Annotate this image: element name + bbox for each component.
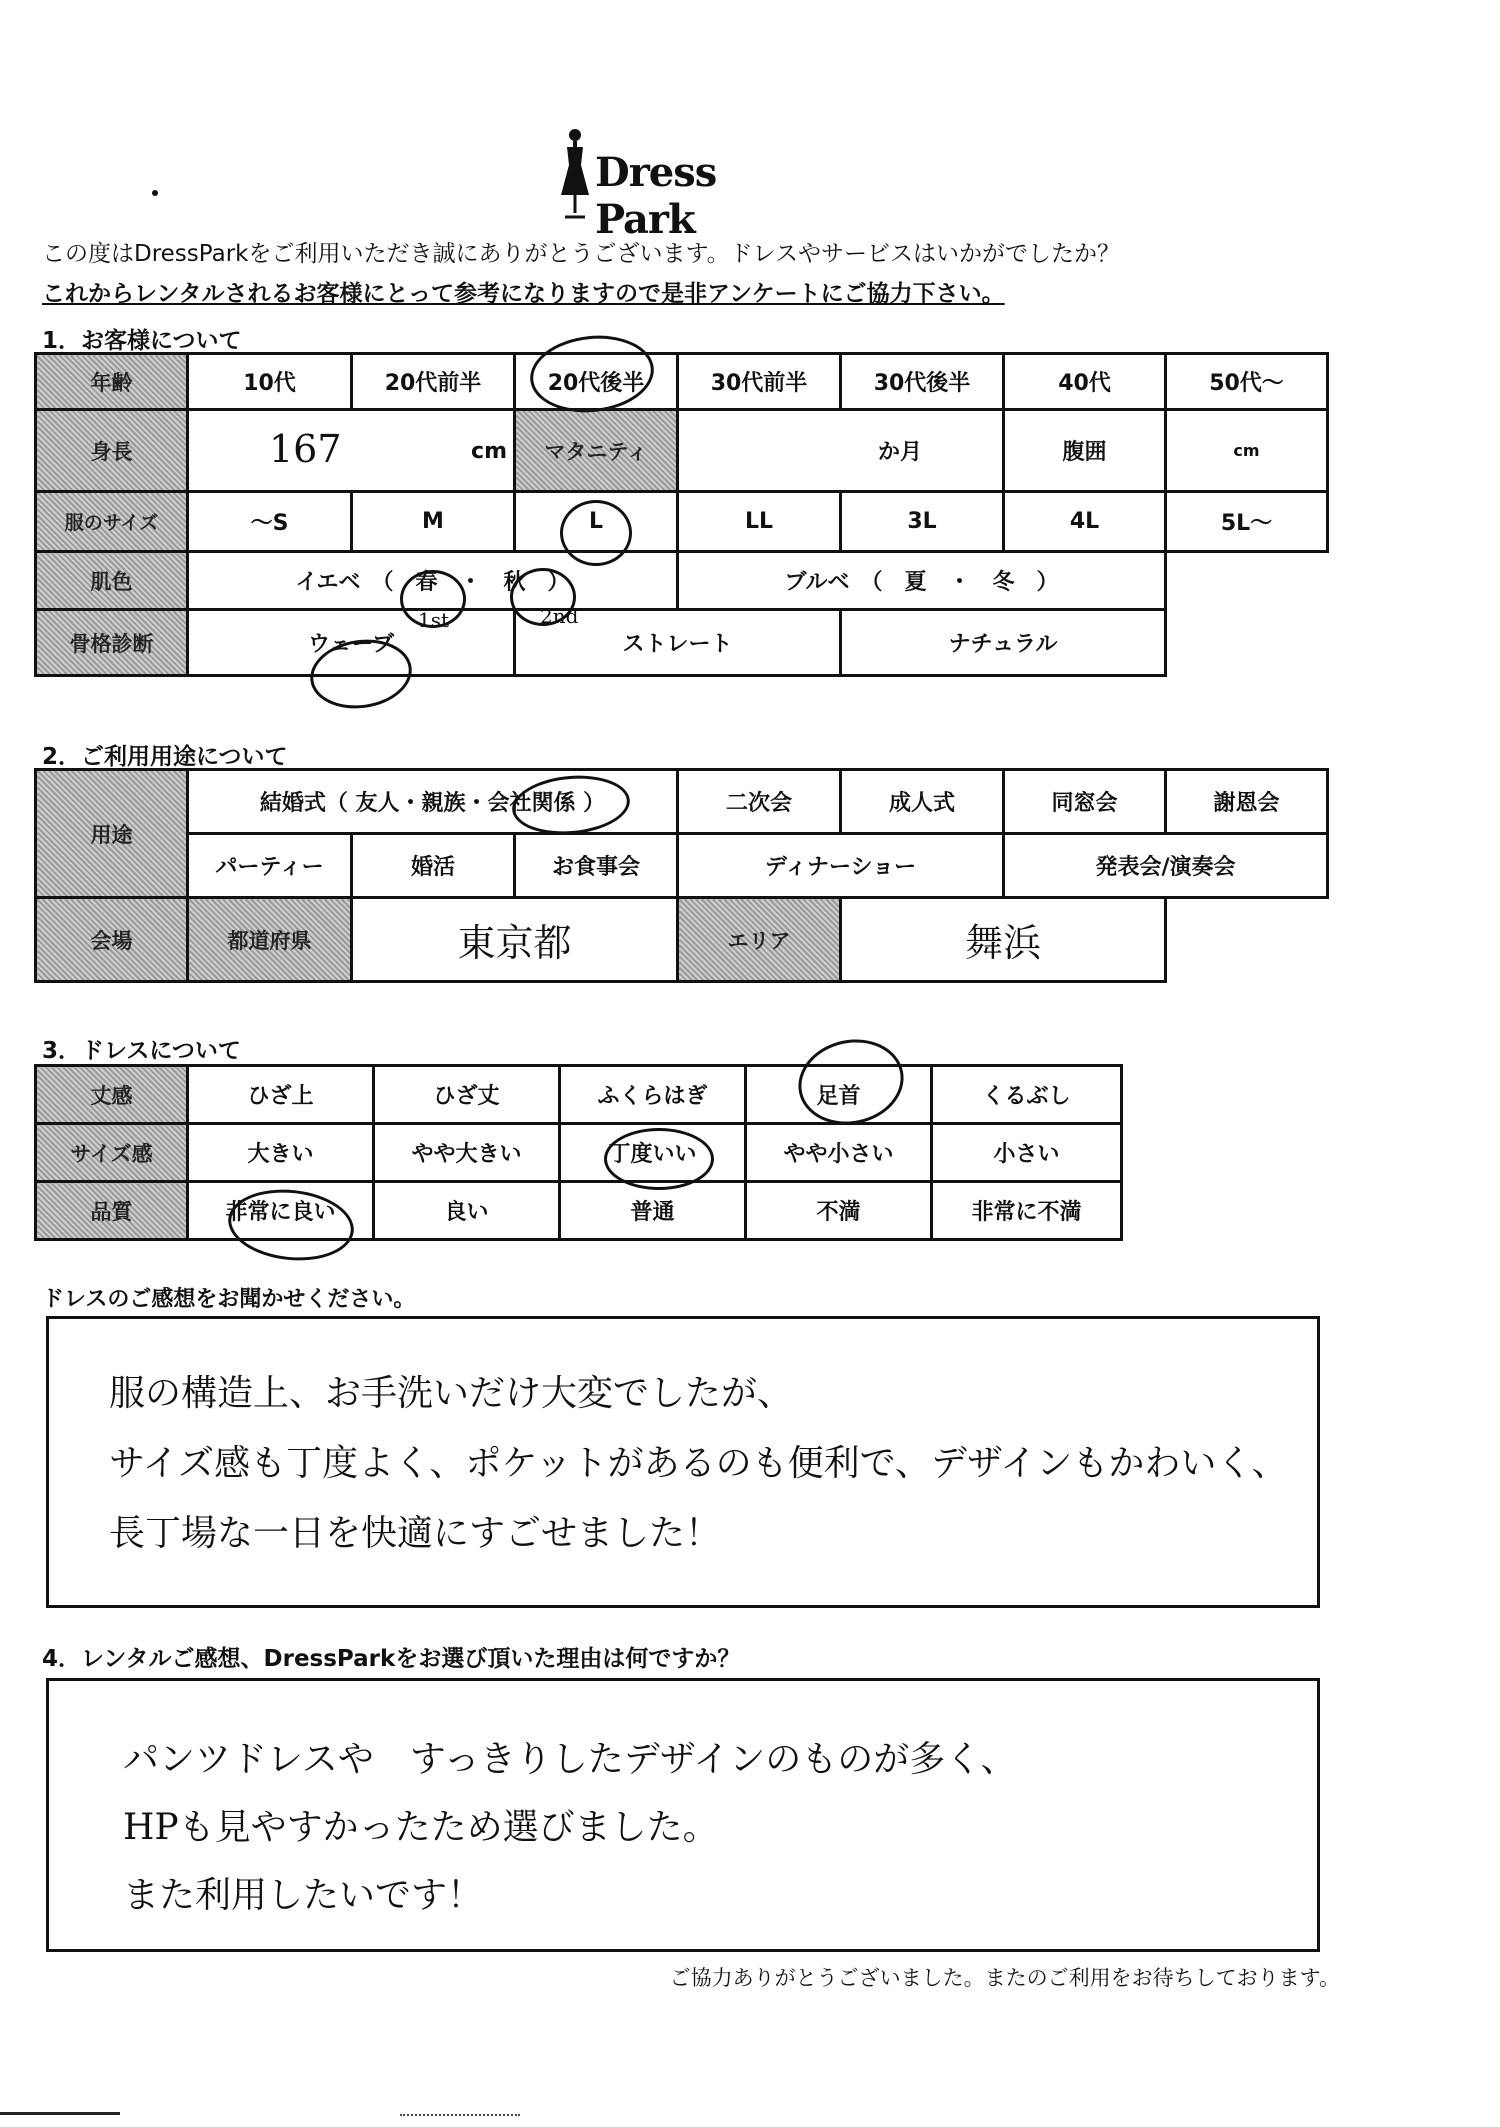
- empty-cell: [1166, 898, 1328, 982]
- length-option[interactable]: ひざ上: [188, 1066, 374, 1124]
- size-option[interactable]: M: [352, 492, 515, 552]
- usage-option[interactable]: パーティー: [188, 834, 352, 898]
- fit-option[interactable]: 小さい: [932, 1124, 1122, 1182]
- section4-title: 4．レンタルご感想、DressParkをお選び頂いた理由は何ですか？: [42, 1646, 741, 1672]
- reason-line: HPも見やすかったため選びました。: [123, 1807, 719, 1848]
- maternity-label: マタニティ: [515, 410, 678, 492]
- impression-box[interactable]: [46, 1316, 1320, 1608]
- size-option[interactable]: LL: [678, 492, 841, 552]
- age-option[interactable]: 20代前半: [352, 354, 515, 410]
- skin-label: 肌色: [36, 552, 188, 610]
- reason-box[interactable]: [46, 1678, 1320, 1952]
- pref-label: 都道府県: [188, 898, 352, 982]
- ink-dot: [152, 190, 158, 196]
- impression-line: 長丁場な一日を快適にすごせました！: [109, 1513, 722, 1554]
- skin-note-second: 2nd: [540, 604, 579, 628]
- months-unit: か月: [877, 440, 922, 465]
- footer-thanks: ご協力ありがとうございました。またのご利用をお待ちしております。: [669, 1966, 1340, 1990]
- length-option[interactable]: ひざ丈: [374, 1066, 560, 1124]
- venue-label: 会場: [36, 898, 188, 982]
- area-value[interactable]: 舞浜: [841, 898, 1166, 982]
- empty-cell: [1166, 610, 1328, 676]
- usage-option[interactable]: 成人式: [841, 770, 1004, 834]
- length-option-selected[interactable]: 足首: [746, 1066, 932, 1124]
- age-option[interactable]: 50代～: [1166, 354, 1328, 410]
- fit-option[interactable]: やや大きい: [374, 1124, 560, 1182]
- reason-line: また利用したいです！: [123, 1875, 484, 1916]
- age-option[interactable]: 40代: [1004, 354, 1166, 410]
- fit-label: サイズ感: [36, 1124, 188, 1182]
- skin-yellow[interactable]: イエベ （ 春 ・ 秋 ）: [188, 552, 678, 610]
- fit-option[interactable]: 大きい: [188, 1124, 374, 1182]
- area-label: エリア: [678, 898, 841, 982]
- pref-value[interactable]: 東京都: [352, 898, 678, 982]
- impression-line: サイズ感も丁度よく、ポケットがあるのも便利で、デザインもかわいく、: [109, 1443, 1288, 1484]
- usage-option[interactable]: 謝恩会: [1166, 770, 1328, 834]
- usage-option[interactable]: 同窓会: [1004, 770, 1166, 834]
- height-label: 身長: [36, 410, 188, 492]
- usage-option[interactable]: 婚活: [352, 834, 515, 898]
- waist-unit[interactable]: cm: [1166, 410, 1328, 492]
- impression-title: ドレスのご感想をお聞かせください。: [42, 1287, 416, 1312]
- usage-table: [34, 768, 1329, 983]
- waist-label: 腹囲: [1004, 410, 1166, 492]
- age-option-selected[interactable]: 20代後半: [515, 354, 678, 410]
- scan-edge: [0, 2112, 120, 2115]
- selection-circle: [560, 500, 632, 566]
- quality-option[interactable]: 普通: [560, 1182, 746, 1240]
- length-option[interactable]: くるぶし: [932, 1066, 1122, 1124]
- section2-title: 2．ご利用用途について: [42, 744, 288, 770]
- usage-option[interactable]: 二次会: [678, 770, 841, 834]
- impression-line: 服の構造上、お手洗いだけ大変でしたが、: [109, 1373, 794, 1414]
- age-option[interactable]: 30代前半: [678, 354, 841, 410]
- dress-icon: [555, 125, 595, 220]
- skeleton-option[interactable]: ストレート: [515, 610, 841, 676]
- quality-option[interactable]: 不満: [746, 1182, 932, 1240]
- length-label: 丈感: [36, 1066, 188, 1124]
- size-label: 服のサイズ: [36, 492, 188, 552]
- fit-option[interactable]: やや小さい: [746, 1124, 932, 1182]
- height-unit: cm: [471, 439, 507, 464]
- age-option[interactable]: 10代: [188, 354, 352, 410]
- skin-note-first: 1st: [418, 608, 450, 632]
- quality-label: 品質: [36, 1182, 188, 1240]
- quality-option-selected[interactable]: 非常に良い: [188, 1182, 374, 1240]
- intro-request: これからレンタルされるお客様にとって参考になりますので是非アンケートにご協力下さい。: [42, 281, 1005, 307]
- usage-label: 用途: [36, 770, 188, 898]
- usage-option[interactable]: 発表会/演奏会: [1004, 834, 1328, 898]
- size-option[interactable]: ～S: [188, 492, 352, 552]
- usage-option[interactable]: ディナーショー: [678, 834, 1004, 898]
- height-field[interactable]: [188, 410, 515, 492]
- usage-option[interactable]: お食事会: [515, 834, 678, 898]
- skeleton-option-selected[interactable]: ウェーブ: [188, 610, 515, 676]
- fit-option-selected[interactable]: 丁度いい: [560, 1124, 746, 1182]
- length-option[interactable]: ふくらはぎ: [560, 1066, 746, 1124]
- brand-logo: [555, 125, 795, 243]
- section3-title: 3．ドレスについて: [42, 1038, 241, 1064]
- intro-text: この度はDressParkをご利用いただき誠にありがとうございます。ドレスやサービスはいかがでしたか？: [42, 241, 1120, 267]
- size-option[interactable]: 3L: [841, 492, 1004, 552]
- dress-table: [34, 1064, 1123, 1241]
- age-label: 年齢: [36, 354, 188, 410]
- reason-line: パンツドレスや すっきりしたデザインのものが多く、: [123, 1739, 1017, 1780]
- age-option[interactable]: 30代後半: [841, 354, 1004, 410]
- empty-cell: [1166, 552, 1328, 610]
- height-value: 167: [269, 427, 342, 471]
- brand-name: Dress Park: [595, 149, 717, 243]
- size-option[interactable]: 5L～: [1166, 492, 1328, 552]
- skeleton-option[interactable]: ナチュラル: [841, 610, 1166, 676]
- customer-table: [34, 352, 1329, 677]
- size-option-selected[interactable]: L: [515, 492, 678, 552]
- skin-blue[interactable]: ブルベ （ 夏 ・ 冬 ）: [678, 552, 1166, 610]
- scan-edge: [400, 2114, 520, 2118]
- selection-circle: [604, 1128, 714, 1190]
- skeleton-label: 骨格診断: [36, 610, 188, 676]
- usage-wedding[interactable]: 結婚式（ 友人・親族・会社関係 ）: [188, 770, 678, 834]
- quality-option[interactable]: 良い: [374, 1182, 560, 1240]
- size-option[interactable]: 4L: [1004, 492, 1166, 552]
- maternity-months[interactable]: [678, 410, 1004, 492]
- section1-title: 1．お客様について: [42, 328, 242, 354]
- quality-option[interactable]: 非常に不満: [932, 1182, 1122, 1240]
